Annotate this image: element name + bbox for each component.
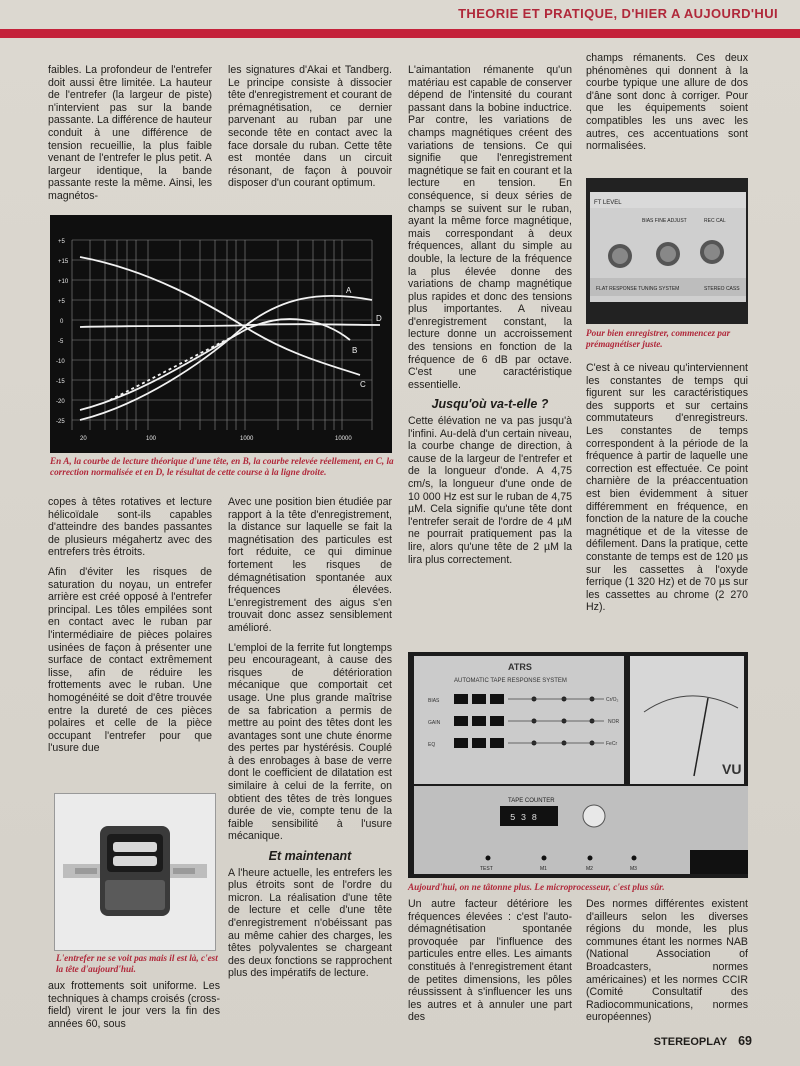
column-3-bottom	[408, 898, 572, 1031]
y-tick: +5	[58, 299, 65, 305]
column-2-middle	[228, 496, 392, 987]
panel-label: FLAT RESPONSE TUNING SYSTEM	[596, 286, 680, 292]
tape-type-label: NOR	[608, 719, 620, 725]
paragraph: champs rémanents. Ces deux phénomènes qui donnent à la courbe typique une allure de dos d'âne sont donc à corriger. Pour que les équipements soient compatibles les uns avec les autres, ces accentuations sont normalisées.	[586, 52, 748, 153]
y-tick: -25	[56, 419, 65, 425]
atrs-panel-photo	[408, 652, 748, 878]
x-tick: 10000	[335, 436, 352, 442]
atrs-title: ATRS	[508, 662, 532, 672]
panel-label: FT LEVEL	[594, 200, 622, 206]
figure-1-caption: En A, la courbe de lecture théorique d'une tête, en B, la courbe relevée réellement, en C, la correction normalisée et en D, le résultat de cette course à la ligne droite.	[50, 456, 394, 477]
x-tick: 20	[80, 436, 87, 442]
y-tick: -20	[56, 399, 65, 405]
tape-head-caption: L'entrefer ne se voit pas mais il est là, c'est la tête d'aujourd'hui.	[56, 953, 218, 974]
column-2-top	[228, 64, 392, 197]
y-tick: +10	[58, 279, 69, 285]
paragraph: Afin d'éviter les risques de saturation du noyau, un entrefer arrière est créé opposé à l'entrefer principal. Les tôles empilées sont en contact avec le ruban par l'intermédiaire de pièces polaires usinées de façon à présenter une surface de contact extrêmement lisse, afin de réduire les frottements avec le ruban. Une homogénéité se doit d'être trouvée entre la dureté de ces pièces polaires et celle de la pièce occupant l'entrefer pour que l'usure due	[48, 565, 212, 755]
bias-photo-caption: Pour bien enregistrer, commencez par prémagnétiser juste.	[586, 328, 731, 349]
subheading-jusquou: Jusqu'où va-t-elle ?	[431, 397, 549, 412]
panel-label: BIAS FINE ADJUST	[642, 218, 687, 224]
vu-meter-label: VU	[722, 761, 742, 777]
curve-label: C	[360, 380, 366, 389]
column-1-bottom	[48, 980, 220, 1037]
button-label: M3	[630, 866, 637, 872]
curve-label: A	[346, 286, 352, 295]
paragraph: A l'heure actuelle, les entrefers les plus étroits sont de l'ordre du micron. La réalisation d'une tête de lecture et celle d'une tête d'enregistrement n'obéissant pas au même cahier des charges, les têtes polyvalentes se chargeant des deux fonctions se rapprochent plus des impératifs de lecture.	[228, 866, 392, 980]
paragraph: Un autre facteur détériore les fréquences élevées : c'est l'auto-démagnétisation spontanée provoquée par l'influence des particules entre elles. Les aimants constitués à l'enregistrement étant de petites dimensions, les pôles réussissent à s'influencer les uns les autres et à annuler une part des	[408, 898, 572, 1024]
paragraph: Cette élévation ne va pas jusqu'à l'infini. Au-delà d'un certain niveau, la courbe change de direction, à cause de la largeur de l'entrefer et de la longueur d'onde. A 4,75 cm/s, la longueur d'une onde de 10 000 Hz est sur le ruban de 4,75 µM. Cela signifie qu'une tête dont l'entrefer serait de l'ordre de 4 µM ne pourrait pratiquement pas la lire, alors qu'une tête de 2 µM la lira plus correctement.	[408, 415, 572, 566]
atrs-subtitle: AUTOMATIC TAPE RESPONSE SYSTEM	[454, 678, 567, 684]
y-tick: 0	[60, 319, 64, 325]
paragraph: Des normes différentes existent d'ailleurs selon les diverses régions du monde, les plus communes étant les normes NAB (National Association of Broadcasters, normes américaines) et les normes CCIR (Comité Consultatif des Radiocommunications, normes européennes)	[586, 898, 748, 1024]
row-label: BIAS	[428, 698, 440, 704]
magazine-name: STEREOPLAY	[653, 1036, 728, 1048]
button-label: M1	[540, 866, 547, 872]
paragraph: copes à têtes rotatives et lecture hélicoïdale sont-ils capables d'atteindre des bandes passantes de plusieurs mégahertz avec des entrefers très étroits.	[48, 496, 212, 559]
atrs-panel-illustration	[408, 652, 748, 878]
row-label: EQ	[428, 742, 436, 748]
y-tick: -10	[56, 359, 65, 365]
tape-type-label: Cr/O₂	[606, 697, 619, 703]
paragraph: C'est à ce niveau qu'interviennent les constantes de temps qui figurent sur les caractéristiques des supports et sur certains commutateurs d'enregistreurs. Les constantes de temps correspondent à la période de la fréquence à partir de laquelle une correction est effectuée. Ce point charnière de la préaccentuation est bien évidemment à situer différemment en fréquence, en fonction de la nature de la couche magnétique et de la vitesse de défilement. Dans la pratique, cette constante de temps est de 120 µs sur les cassettes à l'oxyde ferrique (1 320 Hz) et de 70 µs sur les cassettes au chrome (2 270 Hz).	[586, 362, 748, 614]
column-1-top	[48, 64, 212, 210]
row-label: GAIN	[428, 720, 441, 726]
paragraph: faibles. La profondeur de l'entrefer doit aussi être limitée. La hauteur de l'entrefer (la largeur de piste) n'intervient pas sur la bande passante. La différence de hauteur conduit à une différence de tension recueillie, la plus faible venant de l'entrefer le plus petit. A largeur identique, la bande passante reste la même. Ainsi, les magnétos-	[48, 64, 212, 202]
page-footer	[654, 1034, 752, 1048]
section-header: THEORIE ET PRATIQUE, D'HIER A AUJOURD'HUI	[458, 6, 778, 21]
paragraph: L'emploi de la ferrite fut longtemps peu encourageant, à cause des risques de détérioration mécanique que comportait cet usage. Une plus grande maîtrise de sa fabrication a permis de mettre au point des têtes dont les avantages sont une chute énorme des pertes par hystérésis. Couplé à des enrobages à base de verre dont le coefficient de dilatation est similaire à celui de la ferrite, on obtient des têtes de très longues durée de vie, compte tenu de la faible sensibilité à l'usure mécanique.	[228, 641, 392, 843]
subheading-et-maintenant: Et maintenant	[268, 849, 352, 864]
counter-label: TAPE COUNTER	[508, 798, 555, 804]
column-4-top	[586, 52, 748, 160]
column-4-bottom	[586, 898, 748, 1031]
x-tick: 1000	[240, 436, 254, 442]
paragraph: L'aimantation rémanente qu'un matériau est capable de conserver dépend de l'intensité du courant passant dans la bobine inductrice. Par contre, les variations de champs magnétiques créent des variations de tensions. Ce qui signifie que l'enregistrement magnétique se fait en courant et la lecture en tension. En conséquence, si deux séries de champs se suivent sur le ruban, ayant la même force magnétique, mais correspondant à deux fréquences, allant du simple au double, la lecture de la fréquence la plus élevée donne des variations de champ magnétique plus rapides et donc des tensions plus importantes. A niveau d'enregistrement constant, la lecture donne un accroissement des tensions en fonction de la fréquence de 6 dB par octave. C'est une caractéristique essentielle.	[408, 64, 572, 391]
bias-panel-illustration	[586, 178, 748, 324]
tape-head-illustration	[55, 794, 215, 950]
curve-label: D	[376, 314, 382, 323]
y-tick: +15	[58, 259, 69, 265]
paragraph: aux frottements soit uniforme. Les techniques à champs croisés (cross-field) virent le jour vers la fin des années 60, sous	[48, 980, 220, 1030]
column-4-middle	[586, 362, 748, 621]
button-label: M2	[586, 866, 593, 872]
x-tick: 100	[146, 436, 157, 442]
atrs-caption: Aujourd'hui, on ne tâtonne plus. Le microprocesseur, c'est plus sûr.	[408, 882, 665, 892]
column-1-middle	[48, 496, 212, 762]
page-number: 69	[738, 1034, 752, 1048]
paragraph: les signatures d'Akai et Tandberg. Le principe consiste à dissocier tête d'enregistrement et courant de prémagnétisation, ce dernier parvenant au ruban par une seconde tête en contact avec la face dorsale du ruban. Cette tête est montée dans un circuit résonant, de façon à pouvoir disposer d'un courant optimum.	[228, 64, 392, 190]
bias-adjust-photo	[586, 178, 748, 324]
panel-label: REC CAL	[704, 218, 726, 224]
curve-label: B	[352, 346, 358, 355]
counter-value: 5 3 8	[510, 813, 538, 823]
button-label: TEST	[480, 866, 493, 872]
header-rule	[0, 29, 800, 38]
y-tick: -15	[56, 379, 65, 385]
response-curve-chart	[50, 215, 392, 453]
response-curve-figure	[50, 215, 392, 453]
tape-type-label: FeCr	[606, 741, 618, 747]
y-tick: -5	[58, 339, 64, 345]
tape-head-photo	[54, 793, 216, 951]
column-3-top	[408, 64, 572, 573]
panel-label: STEREO CASS	[704, 286, 740, 292]
paragraph: Avec une position bien étudiée par rapport à la tête d'enregistrement, la distance sur laquelle se fait la magnétisation des particules est fort réduite, ce qui diminue fortement les risques de démagnétisation spontanée aux fréquences élevées. L'enregistrement des aigus s'en trouvait donc assez sensiblement amélioré.	[228, 496, 392, 634]
y-tick: +5	[58, 239, 65, 245]
